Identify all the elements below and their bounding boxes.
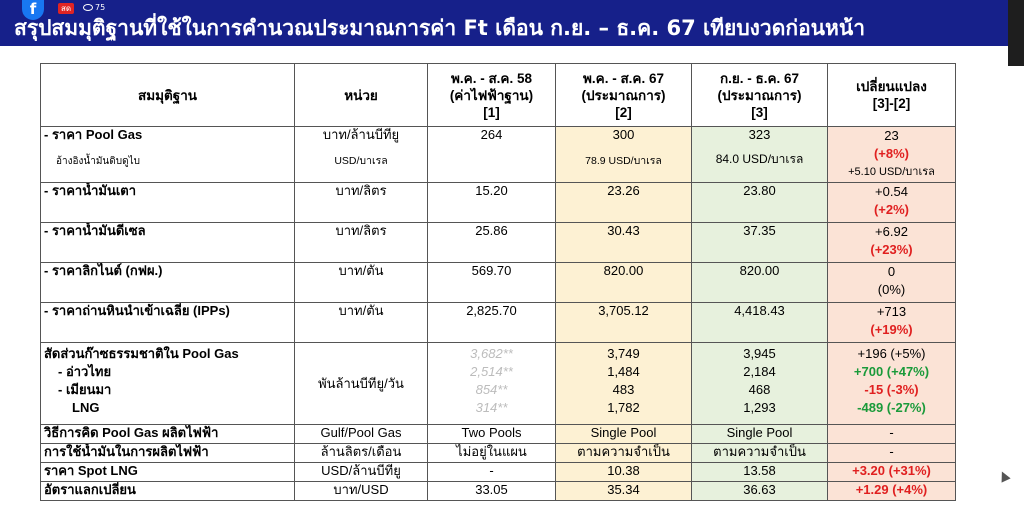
row-unit: Gulf/Pool Gas: [295, 425, 428, 444]
header-col2-line1: พ.ค. - ส.ค. 67: [583, 70, 664, 86]
row-unit: บาท/ลิตร: [295, 183, 428, 223]
cell-col1: [428, 343, 556, 425]
gas-mix-total-c1: 3,682**: [470, 346, 513, 361]
table-row-lignite: [41, 263, 956, 303]
coal-change-pct: (+19%): [870, 322, 913, 337]
dubai-ref-c3: 84.0 USD/บาเรล: [715, 152, 804, 166]
header-col3-line1: ก.ย. - ธ.ค. 67: [719, 70, 800, 86]
gas-mix-lng-c2: 1,782: [607, 400, 640, 415]
gas-mix-lng-c1: 314**: [475, 400, 508, 415]
pool-gas-unit: บาท/ล้านบีทียู: [322, 127, 400, 142]
cell-col3: 36.63: [692, 482, 828, 501]
row-label: - ราคาถ่านหินนำเข้าเฉลี่ย (IPPs): [41, 303, 295, 343]
dubai-ref-change: +5.10 USD/บาเรล: [848, 166, 935, 178]
table-row-coal: [41, 303, 956, 343]
cell-col1: 33.05: [428, 482, 556, 501]
header-col1-line1: พ.ค. - ส.ค. 58: [451, 70, 532, 86]
gas-mix-total-c2: 3,749: [607, 346, 640, 361]
facebook-logo-icon[interactable]: f: [22, 0, 44, 20]
cell-col2: Single Pool: [556, 425, 692, 444]
fuel-oil-change-pct: (+2%): [873, 202, 910, 217]
viewer-count-value: 75: [95, 3, 106, 12]
header-col3: [692, 64, 828, 127]
header-change: [828, 64, 956, 127]
cell-change: -: [828, 444, 956, 463]
gas-mix-myanmar-c2: 483: [612, 382, 635, 397]
row-label: วิธีการคิด Pool Gas ผลิตไฟฟ้า: [41, 425, 295, 444]
row-label: - ราคาลิกไนต์ (กฟผ.): [41, 263, 295, 303]
row-label: [41, 343, 295, 425]
cell-col3: [692, 127, 828, 183]
header-col3-line3: [3]: [751, 104, 768, 120]
row-label: ราคา Spot LNG: [41, 463, 295, 482]
cell-col3: 4,418.43: [692, 303, 828, 343]
cell-change: +1.29 (+4%): [828, 482, 956, 501]
header-col2-line3: [2]: [615, 104, 632, 120]
coal-change: +713: [876, 304, 907, 319]
cell-col1: 15.20: [428, 183, 556, 223]
cell-change: [828, 263, 956, 303]
mouse-cursor-icon: [997, 469, 1010, 482]
cell-col3: 820.00: [692, 263, 828, 303]
cell-change: [828, 343, 956, 425]
table-row-spot-lng: [41, 463, 956, 482]
cell-change: [828, 303, 956, 343]
cell-col1: ไม่อยู่ในแผน: [428, 444, 556, 463]
pool-gas-change-pct: (+8%): [873, 146, 910, 161]
header-assumption: สมมุติฐาน: [41, 64, 295, 127]
header-col1-line3: [1]: [483, 104, 500, 120]
lignite-change-pct: (0%): [877, 282, 906, 297]
cell-change: +3.20 (+31%): [828, 463, 956, 482]
gas-mix-gulf-change: +700 (+47%): [853, 364, 930, 379]
window-edge: [1008, 0, 1024, 66]
row-unit: ล้านลิตร/เดือน: [295, 444, 428, 463]
cell-col2: [556, 127, 692, 183]
header-change-line2: [3]-[2]: [872, 96, 911, 111]
cell-col2: 23.26: [556, 183, 692, 223]
cell-col2: ตามความจำเป็น: [556, 444, 692, 463]
gas-mix-myanmar-c3: 468: [748, 382, 771, 397]
header-col1-line2: (ค่าไฟฟ้าฐาน): [449, 87, 534, 103]
cell-col1: 569.70: [428, 263, 556, 303]
gas-mix-total-c3: 3,945: [743, 346, 776, 361]
table-row-pool-method: [41, 425, 956, 444]
cell-change: [828, 183, 956, 223]
gas-mix-total-label: สัดส่วนก๊าซธรรมชาติใน Pool Gas: [44, 346, 239, 361]
header-col1: [428, 64, 556, 127]
row-unit: USD/ล้านบีทียู: [295, 463, 428, 482]
table-row-pool-gas: [41, 127, 956, 183]
pool-gas-c3: 323: [748, 127, 771, 142]
cell-change: [828, 223, 956, 263]
row-unit: บาท/ตัน: [295, 303, 428, 343]
row-unit: บาท/ลิตร: [295, 223, 428, 263]
table-header-row: [41, 64, 956, 127]
row-unit: [295, 127, 428, 183]
table-row-fx: [41, 482, 956, 501]
cell-col2: 3,705.12: [556, 303, 692, 343]
row-label: - ราคาน้ำมันเตา: [41, 183, 295, 223]
cell-col2: [556, 343, 692, 425]
row-label: - ราคาน้ำมันดีเซล: [41, 223, 295, 263]
pool-gas-change: 23: [884, 128, 899, 143]
cell-col3: ตามความจำเป็น: [692, 444, 828, 463]
pool-gas-label: - ราคา Pool Gas: [44, 127, 143, 142]
table-row-oil-use: [41, 444, 956, 463]
row-label: อัตราแลกเปลี่ยน: [41, 482, 295, 501]
cell-col3: 23.80: [692, 183, 828, 223]
row-unit: บาท/ตัน: [295, 263, 428, 303]
fuel-oil-change: +0.54: [875, 184, 908, 199]
cell-col3: 37.35: [692, 223, 828, 263]
table-row-diesel: [41, 223, 956, 263]
gas-mix-lng-label: LNG: [72, 400, 100, 415]
header-col3-line2: (ประมาณการ): [717, 87, 802, 103]
lignite-change: 0: [887, 264, 896, 279]
row-label: [41, 127, 295, 183]
cell-col2: 30.43: [556, 223, 692, 263]
gas-mix-myanmar-c1: 854**: [475, 382, 508, 397]
slide-title: สรุปสมมุติฐานที่ใช้ในการคำนวณประมาณการค่า Ft เดือน ก.ย. – ธ.ค. 67 เทียบงวดก่อนหน้า: [14, 16, 866, 40]
header-unit: หน่วย: [295, 64, 428, 127]
table-row-fuel-oil: [41, 183, 956, 223]
header-col2-line2: (ประมาณการ): [581, 87, 666, 103]
cell-col1: Two Pools: [428, 425, 556, 444]
gas-mix-gulf-c3: 2,184: [743, 364, 776, 379]
header-change-line1: เปลี่ยนแปลง: [856, 79, 927, 94]
dubai-ref-label: อ้างอิงน้ำมันดิบดูไบ: [56, 156, 140, 167]
slide-title-bar: [0, 0, 1024, 46]
row-unit: พันล้านบีทียู/วัน: [295, 343, 428, 425]
cell-col1: 25.86: [428, 223, 556, 263]
ft-assumption-table: [40, 63, 956, 501]
row-unit: บาท/USD: [295, 482, 428, 501]
gas-mix-gulf-c1: 2,514**: [470, 364, 513, 379]
eye-icon: [83, 4, 93, 11]
cell-col1: 2,825.70: [428, 303, 556, 343]
cell-change: [828, 127, 956, 183]
cell-col3: [692, 343, 828, 425]
cell-col1: 264: [428, 127, 556, 183]
header-col2: [556, 64, 692, 127]
gas-mix-lng-c3: 1,293: [743, 400, 776, 415]
row-label: การใช้น้ำมันในการผลิตไฟฟ้า: [41, 444, 295, 463]
diesel-change: +6.92: [875, 224, 908, 239]
gas-mix-gulf-c2: 1,484: [607, 364, 640, 379]
cell-col2: 820.00: [556, 263, 692, 303]
cell-col2: 10.38: [556, 463, 692, 482]
gas-mix-myanmar-change: -15 (-3%): [864, 382, 919, 397]
gas-mix-lng-change: -489 (-27%): [857, 400, 926, 415]
cell-col3: Single Pool: [692, 425, 828, 444]
table-row-gas-mix: [41, 343, 956, 425]
cell-col1: -: [428, 463, 556, 482]
cell-col3: 13.58: [692, 463, 828, 482]
live-badge: สด: [58, 3, 74, 14]
gas-mix-gulf-label: - อ่าวไทย: [58, 364, 112, 379]
gas-mix-myanmar-label: - เมียนมา: [58, 382, 112, 397]
dubai-ref-unit: USD/บาเรล: [334, 155, 388, 167]
pool-gas-c2: 300: [612, 127, 635, 142]
cell-change: -: [828, 425, 956, 444]
gas-mix-total-change: +196 (+5%): [857, 346, 926, 361]
diesel-change-pct: (+23%): [870, 242, 913, 257]
cell-col2: 35.34: [556, 482, 692, 501]
dubai-ref-c2: 78.9 USD/บาเรล: [585, 155, 662, 167]
